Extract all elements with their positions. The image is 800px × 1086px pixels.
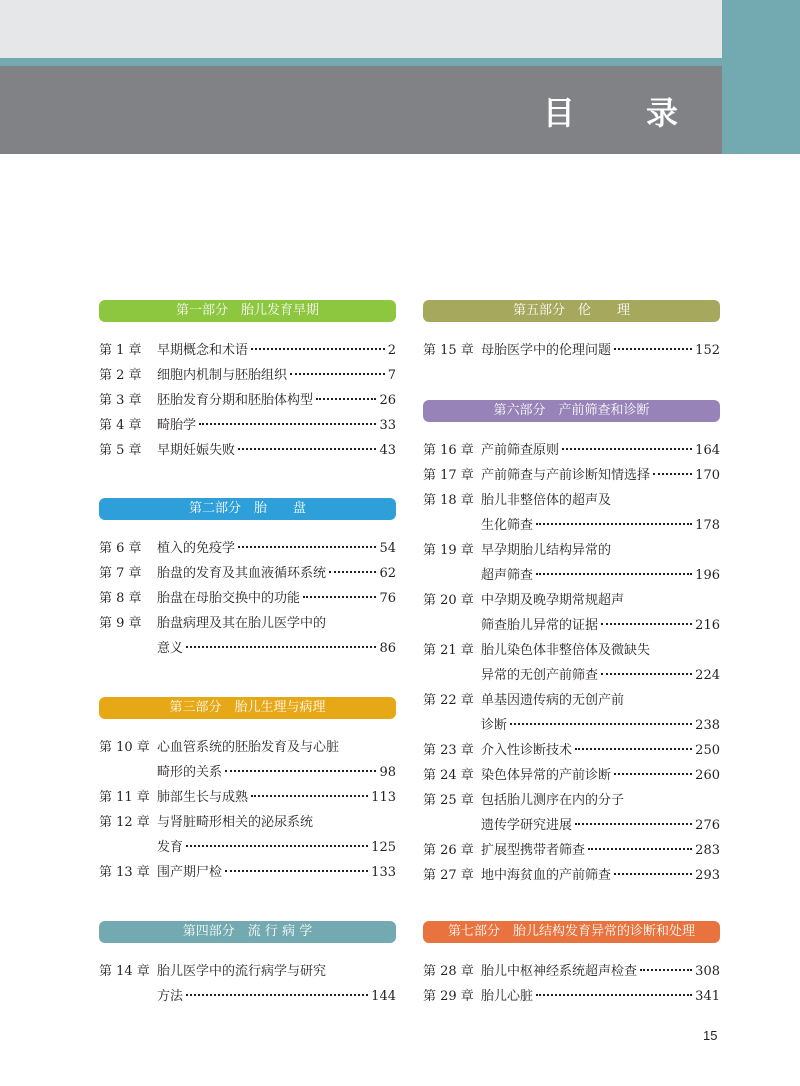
page-ref: 293	[695, 868, 720, 883]
chapter-title: 胎儿中枢神经系统超声检查	[481, 964, 638, 979]
toc-entry[interactable]	[99, 785, 396, 810]
dot-leader	[186, 994, 368, 996]
dot-leader	[251, 795, 368, 797]
toc-entry[interactable]	[99, 735, 396, 760]
page-ref: 276	[695, 818, 720, 833]
page-number: 15	[703, 1028, 718, 1043]
toc-entry[interactable]	[423, 488, 720, 513]
chapter-title: 胎盘病理及其在胎儿医学中的	[157, 616, 327, 631]
section-header: 第五部分 伦 理	[423, 300, 720, 322]
toc-section	[99, 921, 396, 1009]
toc-section	[99, 300, 396, 463]
page-title: 目 录	[542, 94, 708, 132]
toc-section	[99, 697, 396, 885]
page-ref: 224	[695, 668, 720, 683]
page-ref: 308	[695, 964, 720, 979]
chapter-title: 畸胎学	[157, 418, 197, 433]
page-ref: 7	[387, 368, 396, 383]
page-ref: 283	[695, 843, 720, 858]
chapter-title: 产前筛查原则	[481, 443, 560, 458]
section-header: 第七部分 胎儿结构发育异常的诊断和处理	[423, 921, 720, 943]
page-ref: 125	[371, 840, 396, 855]
chapter-title: 胎盘在母胎交换中的功能	[157, 591, 301, 606]
chapter-title: 胚胎发育分期和胚胎体构型	[157, 393, 314, 408]
toc-entry[interactable]	[99, 413, 396, 438]
toc-entry[interactable]	[99, 636, 396, 661]
dot-leader	[653, 473, 692, 475]
chapter-number: 第 4 章	[99, 418, 142, 433]
dot-leader	[238, 546, 376, 548]
toc-entry[interactable]	[99, 338, 396, 363]
chapter-number: 第 16 章	[423, 443, 474, 458]
toc-entry[interactable]	[99, 388, 396, 413]
page-ref: 196	[695, 568, 720, 583]
dot-leader	[225, 870, 368, 872]
toc-section	[99, 498, 396, 661]
toc-entry[interactable]	[423, 984, 720, 1009]
chapter-title: 围产期尸检	[157, 865, 223, 880]
chapter-title: 生化筛查	[481, 518, 534, 533]
dot-leader	[614, 348, 692, 350]
chapter-number: 第 3 章	[99, 393, 142, 408]
page-ref: 250	[695, 743, 720, 758]
toc-entry[interactable]	[423, 688, 720, 713]
page-ref: 98	[379, 765, 396, 780]
toc-entry[interactable]	[423, 588, 720, 613]
chapter-number: 第 28 章	[423, 964, 474, 979]
chapter-number: 第 14 章	[99, 964, 150, 979]
page-ref: 238	[695, 718, 720, 733]
toc-entry[interactable]	[423, 438, 720, 463]
toc-list	[99, 536, 396, 661]
chapter-number: 第 13 章	[99, 865, 150, 880]
page-ref: 62	[379, 566, 396, 581]
chapter-title: 包括胎儿测序在内的分子	[481, 793, 625, 808]
chapter-title: 畸形的关系	[157, 765, 223, 780]
toc-entry[interactable]	[99, 536, 396, 561]
toc-list	[99, 959, 396, 1009]
chapter-title: 诊断	[481, 718, 508, 733]
dot-leader	[251, 348, 385, 350]
page-ref: 76	[379, 591, 396, 606]
toc-entry[interactable]	[99, 860, 396, 885]
header-accent-line	[0, 58, 722, 66]
chapter-title: 胎儿心脏	[481, 989, 534, 1004]
page-ref: 33	[379, 418, 396, 433]
dot-leader	[510, 723, 692, 725]
chapter-number: 第 20 章	[423, 593, 474, 608]
chapter-number: 第 5 章	[99, 443, 142, 458]
dot-leader	[316, 398, 376, 400]
toc-entry[interactable]	[423, 838, 720, 863]
page-ref: 164	[695, 443, 720, 458]
dot-leader	[601, 623, 692, 625]
dot-leader	[303, 596, 376, 598]
toc-entry[interactable]	[99, 959, 396, 984]
chapter-title: 异常的无创产前筛查	[481, 668, 599, 683]
toc-entry[interactable]	[423, 738, 720, 763]
toc-entry[interactable]	[423, 638, 720, 663]
chapter-number: 第 21 章	[423, 643, 474, 658]
dot-leader	[290, 373, 385, 375]
chapter-title: 早孕期胎儿结构异常的	[481, 543, 612, 558]
section-header: 第六部分 产前筛查和诊断	[423, 400, 720, 422]
chapter-title: 胎盘的发育及其血液循环系统	[157, 566, 327, 581]
toc-list	[423, 338, 720, 363]
chapter-title: 介入性诊断技术	[481, 743, 573, 758]
page-ref: 86	[379, 641, 396, 656]
corner-accent-block	[722, 0, 800, 154]
toc-entry[interactable]	[423, 338, 720, 363]
dot-leader	[575, 748, 692, 750]
chapter-number: 第 25 章	[423, 793, 474, 808]
chapter-title: 发育	[157, 840, 184, 855]
chapter-number: 第 7 章	[99, 566, 142, 581]
dot-leader	[225, 770, 376, 772]
chapter-number: 第 22 章	[423, 693, 474, 708]
chapter-number: 第 29 章	[423, 989, 474, 1004]
chapter-title: 细胞内机制与胚胎组织	[157, 368, 288, 383]
page-ref: 260	[695, 768, 720, 783]
chapter-title: 方法	[157, 989, 184, 1004]
toc-entry[interactable]	[423, 763, 720, 788]
chapter-title: 与肾脏畸形相关的泌尿系统	[157, 815, 314, 830]
toc-list	[99, 338, 396, 463]
chapter-number: 第 26 章	[423, 843, 474, 858]
section-header: 第四部分 流 行 病 学	[99, 921, 396, 943]
section-header: 第三部分 胎儿生理与病理	[99, 697, 396, 719]
toc-entry[interactable]	[423, 959, 720, 984]
section-header: 第二部分 胎 盘	[99, 498, 396, 520]
dot-leader	[186, 646, 376, 648]
page-ref: 113	[371, 790, 396, 805]
page-ref: 43	[379, 443, 396, 458]
chapter-title: 超声筛查	[481, 568, 534, 583]
chapter-title: 单基因遗传病的无创产前	[481, 693, 625, 708]
toc-list	[423, 438, 720, 888]
page-ref: 2	[387, 343, 396, 358]
toc-entry[interactable]	[99, 561, 396, 586]
chapter-number: 第 27 章	[423, 868, 474, 883]
chapter-number: 第 10 章	[99, 740, 150, 755]
dot-leader	[588, 848, 692, 850]
chapter-number: 第 9 章	[99, 616, 142, 631]
chapter-title: 胎儿医学中的流行病学与研究	[157, 964, 327, 979]
toc-entry[interactable]	[423, 463, 720, 488]
toc-entry[interactable]	[423, 713, 720, 738]
chapter-number: 第 23 章	[423, 743, 474, 758]
chapter-number: 第 12 章	[99, 815, 150, 830]
page-ref: 144	[371, 989, 396, 1004]
dot-leader	[575, 823, 692, 825]
chapter-title: 早期概念和术语	[157, 343, 249, 358]
dot-leader	[614, 773, 692, 775]
chapter-title: 地中海贫血的产前筛查	[481, 868, 612, 883]
chapter-number: 第 11 章	[99, 790, 150, 805]
dot-leader	[601, 673, 692, 675]
dot-leader	[186, 845, 368, 847]
chapter-title: 意义	[157, 641, 184, 656]
chapter-title: 筛查胎儿异常的证据	[481, 618, 599, 633]
chapter-title: 胎儿染色体非整倍体及微缺失	[481, 643, 651, 658]
chapter-title: 植入的免疫学	[157, 541, 236, 556]
chapter-title: 母胎医学中的伦理问题	[481, 343, 612, 358]
dot-leader	[614, 873, 692, 875]
toc-section	[423, 400, 720, 888]
page-ref: 152	[695, 343, 720, 358]
dot-leader	[536, 523, 692, 525]
toc-entry[interactable]	[423, 863, 720, 888]
toc-list	[99, 735, 396, 885]
chapter-title: 扩展型携带者筛查	[481, 843, 586, 858]
dot-leader	[536, 573, 692, 575]
header-background-band	[0, 0, 722, 58]
chapter-title: 胎儿非整倍体的超声及	[481, 493, 612, 508]
chapter-title: 肺部生长与成熟	[157, 790, 249, 805]
chapter-number: 第 19 章	[423, 543, 474, 558]
page-ref: 26	[379, 393, 396, 408]
toc-section	[423, 921, 720, 1009]
chapter-title: 产前筛查与产前诊断知情选择	[481, 468, 651, 483]
dot-leader	[562, 448, 692, 450]
chapter-title: 中孕期及晚孕期常规超声	[481, 593, 625, 608]
chapter-number: 第 6 章	[99, 541, 142, 556]
page-ref: 178	[695, 518, 720, 533]
chapter-title: 染色体异常的产前诊断	[481, 768, 612, 783]
toc-entry[interactable]	[99, 611, 396, 636]
chapter-number: 第 15 章	[423, 343, 474, 358]
section-header: 第一部分 胎儿发育早期	[99, 300, 396, 322]
page-ref: 133	[371, 865, 396, 880]
chapter-title: 心血管系统的胚胎发育及与心脏	[157, 740, 340, 755]
toc-list	[423, 959, 720, 1009]
page-ref: 170	[695, 468, 720, 483]
chapter-number: 第 18 章	[423, 493, 474, 508]
chapter-title: 遗传学研究进展	[481, 818, 573, 833]
page-ref: 341	[695, 989, 720, 1004]
dot-leader	[536, 994, 692, 996]
toc-entry[interactable]	[423, 563, 720, 588]
toc-entry[interactable]	[423, 663, 720, 688]
dot-leader	[199, 423, 376, 425]
page-ref: 54	[379, 541, 396, 556]
toc-entry[interactable]	[99, 984, 396, 1009]
chapter-title: 早期妊娠失败	[157, 443, 236, 458]
chapter-number: 第 1 章	[99, 343, 142, 358]
toc-entry[interactable]	[99, 760, 396, 785]
toc-entry[interactable]	[99, 363, 396, 388]
chapter-number: 第 17 章	[423, 468, 474, 483]
toc-entry[interactable]	[99, 586, 396, 611]
toc-entry[interactable]	[423, 813, 720, 838]
toc-entry[interactable]	[423, 513, 720, 538]
toc-entry[interactable]	[99, 810, 396, 835]
toc-section	[423, 300, 720, 363]
page-ref: 216	[695, 618, 720, 633]
dot-leader	[640, 969, 692, 971]
toc-entry[interactable]	[423, 788, 720, 813]
dot-leader	[238, 448, 376, 450]
chapter-number: 第 24 章	[423, 768, 474, 783]
chapter-number: 第 8 章	[99, 591, 142, 606]
dot-leader	[329, 571, 376, 573]
chapter-number: 第 2 章	[99, 368, 142, 383]
toc-entry[interactable]	[423, 538, 720, 563]
toc-entry[interactable]	[423, 613, 720, 638]
toc-entry[interactable]	[99, 438, 396, 463]
toc-entry[interactable]	[99, 835, 396, 860]
